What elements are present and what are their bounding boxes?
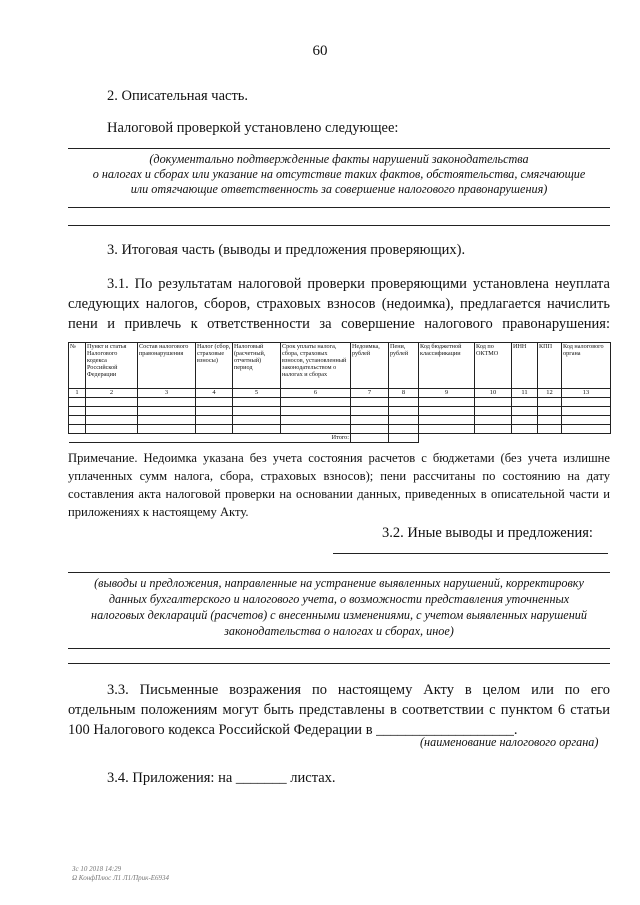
column-number: 12 (538, 389, 562, 398)
note-line: приложениях к настоящему Акту. (68, 505, 249, 519)
column-header: № (69, 343, 86, 389)
column-number-row (69, 389, 611, 398)
table-header-row (69, 343, 611, 389)
column-header: Состав налогового правонарушения (138, 343, 196, 389)
paragraph-3-2-heading: 3.2. Иные выводы и предложения: (382, 525, 593, 541)
column-header: Пени, рублей (389, 343, 419, 389)
total-arrears-cell (351, 434, 389, 443)
paragraph-line: пени и привлечь к ответственности за совершение налогового правонарушения: (68, 316, 610, 332)
paragraph-3-1 (68, 274, 610, 334)
paragraph-line: 3.3. Письменные возражения по настоящему Акту в целом или по его (107, 682, 610, 698)
fill-line (68, 225, 610, 226)
column-header: Пункт и статья Налогового кодекса Российской Федерации (86, 343, 138, 389)
column-number: 2 (86, 389, 138, 398)
footer-line: Ω КонфПлюс Л1 Л1/Прик-Е6934 (72, 874, 170, 882)
table-total-row (69, 434, 611, 443)
footer-stamp (72, 865, 169, 883)
fill-line (68, 663, 610, 664)
hint-line: данных бухгалтерского и налогового учета, о возможности представления уточненных (108, 592, 570, 606)
column-number: 3 (138, 389, 196, 398)
paragraph-3-4: 3.4. Приложения: на _______ листах. (107, 770, 336, 786)
fill-line (68, 572, 610, 573)
paragraph-3-3-hint: (наименование налогового органа) (420, 735, 599, 749)
column-header: Недоимка, рублей (351, 343, 389, 389)
table-row (69, 416, 611, 425)
hint-line: или отягчающие ответственность за совершение налогового правонарушения) (130, 182, 548, 196)
column-number: 13 (562, 389, 611, 398)
section-2-hint (62, 152, 616, 197)
column-number: 7 (351, 389, 389, 398)
column-header: Код налогового органа (562, 343, 611, 389)
column-number: 9 (419, 389, 475, 398)
total-label: Итого: (69, 434, 351, 443)
paragraph-line: следующих налогов, сборов, страховых взносов (недоимка), предлагается начислить (68, 296, 610, 312)
column-header: Код бюджетной классификации (419, 343, 475, 389)
total-penalty-cell (389, 434, 419, 443)
paragraph-3-3 (68, 680, 610, 740)
column-number: 6 (281, 389, 351, 398)
paragraph-line: 100 Налогового кодекса Российской Федерации в ___________________. (68, 722, 518, 738)
column-number: 11 (512, 389, 538, 398)
violations-table (68, 342, 611, 443)
paragraph-line: отдельным положениям могут быть представлены в соответствии с пунктом 6 статьи (68, 702, 610, 718)
column-header: КПП (538, 343, 562, 389)
table-row (69, 398, 611, 407)
fill-line (68, 207, 610, 208)
column-header: Срок уплаты налога, сбора, страховых взносов, установленный законодательством о налогах и сборах (281, 343, 351, 389)
column-number: 5 (233, 389, 281, 398)
column-header: ИНН (512, 343, 538, 389)
column-number: 8 (389, 389, 419, 398)
fill-line (68, 148, 610, 149)
table-row (69, 425, 611, 434)
column-number: 1 (69, 389, 86, 398)
section-2-heading: 2. Описательная часть. (107, 88, 249, 104)
column-number: 10 (475, 389, 512, 398)
column-header: Налог (сбор, страховые взносы) (196, 343, 233, 389)
page-number: 60 (312, 43, 328, 59)
paragraph-line: 3.1. По результатам налоговой проверки проверяющими установлена неуплата (107, 276, 610, 292)
hint-line: налоговых деклараций (расчетов) с внесенными изменениями, с учетом выявленных нарушений (91, 608, 587, 622)
section-2-established: Налоговой проверкой установлено следующее: (107, 120, 399, 136)
paragraph-3-2-hint (62, 575, 616, 639)
table-row (69, 407, 611, 416)
fill-line (333, 553, 608, 554)
fill-line (68, 648, 610, 649)
hint-line: (документально подтвержденные факты нарушений законодательства (149, 152, 529, 166)
column-header: Код по ОКТМО (475, 343, 512, 389)
column-number: 4 (196, 389, 233, 398)
section-3-heading: 3. Итоговая часть (выводы и предложения проверяющих). (107, 242, 466, 258)
footer-line: Зс 10 2018 14:29 (72, 865, 122, 873)
hint-line: (выводы и предложения, направленные на устранение выявленных нарушений, корректировку (94, 576, 584, 590)
note-line: Примечание. Недоимка указана без учета состояния расчетов с бюджетами (без учета излишне (68, 451, 610, 465)
hint-line: законодательства о налогах и сборах, иное) (224, 624, 454, 638)
note-line: уплаченных сумм налога, сбора, страховых взносов); пени рассчитаны по состоянию на дату (68, 469, 610, 483)
hint-line: о налогах и сборах или указание на отсутствие таких фактов, обстоятельства, смягчающие (92, 167, 586, 181)
column-header: Налоговый (расчетный, отчетный) период (233, 343, 281, 389)
table-note (68, 449, 610, 521)
note-line: составления акта налоговой проверки на основании данных, приведенных в описательной части и (68, 487, 610, 501)
